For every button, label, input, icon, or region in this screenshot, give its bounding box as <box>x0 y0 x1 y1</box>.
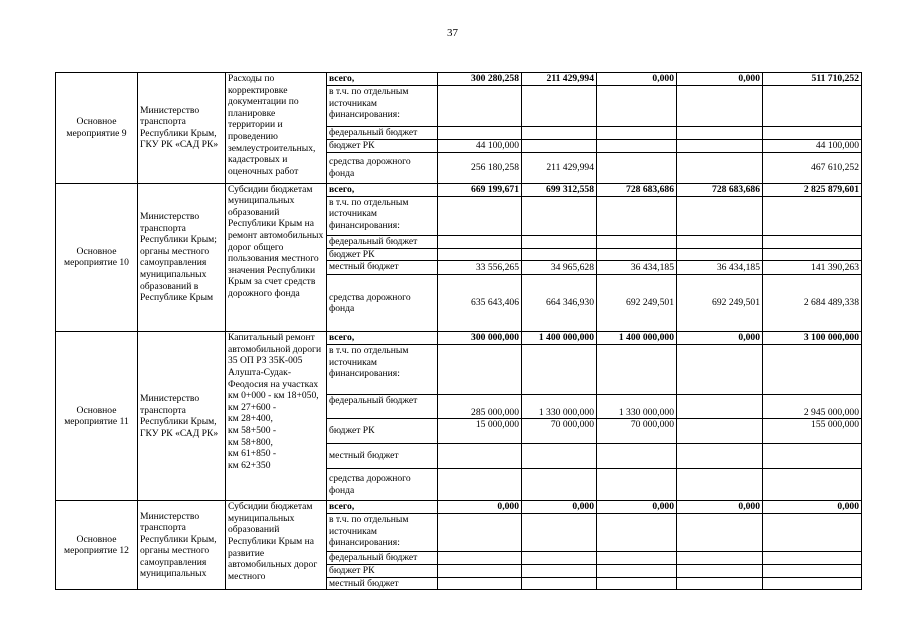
amount-cell: 34 965,628 <box>522 261 597 275</box>
amount-cell <box>438 127 522 140</box>
amount-cell: 1 330 000,000 <box>522 395 597 419</box>
amount-cell: 155 000,000 <box>763 419 862 444</box>
amount-cell: 3 100 000,000 <box>763 332 862 345</box>
amount-cell <box>677 139 763 152</box>
amount-cell: 70 000,000 <box>597 419 677 444</box>
amount-cell <box>677 565 763 578</box>
amount-cell: 300 280,258 <box>438 73 522 86</box>
amount-cell: 44 100,000 <box>438 139 522 152</box>
amount-cell: 664 346,930 <box>522 275 597 332</box>
amount-cell <box>597 577 677 590</box>
amount-cell <box>438 514 522 552</box>
amount-cell: 699 312,558 <box>522 183 597 196</box>
amount-cell: 285 000,000 <box>438 395 522 419</box>
amount-cell <box>763 577 862 590</box>
amount-cell: 1 400 000,000 <box>522 332 597 345</box>
amount-cell <box>438 444 522 469</box>
amount-cell <box>597 139 677 152</box>
amount-cell: 635 643,406 <box>438 275 522 332</box>
funding-source: в т.ч. по отдельным источникам финансирования: <box>327 345 438 395</box>
amount-cell: 669 199,671 <box>438 183 522 196</box>
funding-source: всего, <box>327 183 438 196</box>
executor: Министерство транспорта Республики Крым, ГКУ РК «САД РК» <box>138 73 226 184</box>
amount-cell: 728 683,686 <box>677 183 763 196</box>
amount-cell <box>438 248 522 261</box>
amount-cell: 511 710,252 <box>763 73 862 86</box>
funding-source: федеральный бюджет <box>327 235 438 248</box>
amount-cell <box>438 86 522 127</box>
amount-cell: 2 825 879,601 <box>763 183 862 196</box>
table-row <box>56 183 862 196</box>
amount-cell <box>677 152 763 183</box>
event-description: Капитальный ремонт автомобильной дороги 35 ОП РЗ 35К-005 Алушта-Судак-Феодосия на участках км 0+000 - км 18+050, км 27+600 - км 28+400, км 58+500 - км 58+800, км 61+850 - км 62+350 <box>226 332 327 501</box>
amount-cell: 256 180,258 <box>438 152 522 183</box>
amount-cell <box>597 235 677 248</box>
event-description: Расходы по корректировке документации по планировке территории и проведению землеустроительных, кадастровых и оценочных работ <box>226 73 327 184</box>
amount-cell: 211 429,994 <box>522 152 597 183</box>
amount-cell: 15 000,000 <box>438 419 522 444</box>
amount-cell <box>763 235 862 248</box>
event-name: Основное мероприятие 11 <box>56 332 138 501</box>
amount-cell <box>522 345 597 395</box>
event-description: Субсидии бюджетам муниципальных образований Республики Крым на ремонт автомобильных дорог общего пользования местного значения Республики Крым за счет средств дорожного фонда <box>226 183 327 332</box>
amount-cell: 1 330 000,000 <box>597 395 677 419</box>
amount-cell <box>438 235 522 248</box>
amount-cell <box>438 469 522 501</box>
page-number: 37 <box>447 27 458 39</box>
amount-cell <box>763 127 862 140</box>
amount-cell <box>677 248 763 261</box>
funding-source: федеральный бюджет <box>327 395 438 419</box>
amount-cell <box>522 235 597 248</box>
funding-source: средства дорожного фонда <box>327 152 438 183</box>
executor: Министерство транспорта Республики Крым, органы местного самоуправления муниципальных <box>138 501 226 590</box>
amount-cell <box>522 248 597 261</box>
amount-cell <box>677 444 763 469</box>
amount-cell <box>763 444 862 469</box>
amount-cell: 36 434,185 <box>677 261 763 275</box>
amount-cell <box>597 552 677 565</box>
amount-cell <box>763 565 862 578</box>
amount-cell <box>677 235 763 248</box>
amount-cell <box>522 139 597 152</box>
amount-cell <box>677 469 763 501</box>
funding-source: средства дорожного фонда <box>327 469 438 501</box>
amount-cell: 141 390,263 <box>763 261 862 275</box>
amount-cell: 0,000 <box>677 332 763 345</box>
amount-cell <box>763 469 862 501</box>
amount-cell <box>677 552 763 565</box>
amount-cell <box>597 127 677 140</box>
event-description: Субсидии бюджетам муниципальных образований Республики Крым на развитие автомобильных дорог местного <box>226 501 327 590</box>
amount-cell: 0,000 <box>597 501 677 514</box>
funding-source: федеральный бюджет <box>327 127 438 140</box>
funding-source: в т.ч. по отдельным источникам финансирования: <box>327 196 438 235</box>
amount-cell: 0,000 <box>763 501 862 514</box>
amount-cell: 2 684 489,338 <box>763 275 862 332</box>
amount-cell: 44 100,000 <box>763 139 862 152</box>
amount-cell <box>522 127 597 140</box>
funding-source: всего, <box>327 501 438 514</box>
amount-cell <box>763 86 862 127</box>
amount-cell <box>677 127 763 140</box>
amount-cell <box>597 86 677 127</box>
funding-source: местный бюджет <box>327 444 438 469</box>
funding-source: бюджет РК <box>327 248 438 261</box>
budget-table <box>55 72 862 590</box>
amount-cell: 33 556,265 <box>438 261 522 275</box>
funding-source: местный бюджет <box>327 261 438 275</box>
amount-cell: 692 249,501 <box>677 275 763 332</box>
amount-cell <box>597 514 677 552</box>
amount-cell: 692 249,501 <box>597 275 677 332</box>
event-name: Основное мероприятие 10 <box>56 183 138 332</box>
amount-cell <box>522 469 597 501</box>
funding-source: федеральный бюджет <box>327 552 438 565</box>
amount-cell <box>597 248 677 261</box>
amount-cell: 728 683,686 <box>597 183 677 196</box>
amount-cell <box>438 345 522 395</box>
amount-cell <box>763 552 862 565</box>
funding-source: всего, <box>327 332 438 345</box>
amount-cell <box>522 444 597 469</box>
amount-cell <box>597 469 677 501</box>
amount-cell: 1 400 000,000 <box>597 332 677 345</box>
event-name: Основное мероприятие 9 <box>56 73 138 184</box>
amount-cell <box>763 345 862 395</box>
amount-cell: 0,000 <box>597 73 677 86</box>
amount-cell <box>677 196 763 235</box>
amount-cell <box>522 86 597 127</box>
amount-cell <box>438 565 522 578</box>
funding-source: средства дорожного фонда <box>327 275 438 332</box>
funding-source: бюджет РК <box>327 565 438 578</box>
amount-cell <box>522 577 597 590</box>
amount-cell <box>522 565 597 578</box>
amount-cell <box>763 196 862 235</box>
amount-cell <box>522 514 597 552</box>
amount-cell <box>438 552 522 565</box>
table-row <box>56 501 862 514</box>
funding-source: бюджет РК <box>327 419 438 444</box>
amount-cell <box>763 514 862 552</box>
amount-cell: 211 429,994 <box>522 73 597 86</box>
amount-cell <box>597 152 677 183</box>
amount-cell <box>763 248 862 261</box>
event-name: Основное мероприятие 12 <box>56 501 138 590</box>
table-row <box>56 73 862 86</box>
amount-cell <box>677 345 763 395</box>
funding-source: в т.ч. по отдельным источникам финансирования: <box>327 86 438 127</box>
amount-cell <box>597 345 677 395</box>
amount-cell <box>677 86 763 127</box>
amount-cell: 0,000 <box>522 501 597 514</box>
amount-cell: 36 434,185 <box>597 261 677 275</box>
amount-cell: 467 610,252 <box>763 152 862 183</box>
amount-cell <box>677 514 763 552</box>
funding-source: в т.ч. по отдельным источникам финансирования: <box>327 514 438 552</box>
amount-cell <box>677 577 763 590</box>
amount-cell: 300 000,000 <box>438 332 522 345</box>
amount-cell <box>597 565 677 578</box>
amount-cell <box>438 196 522 235</box>
amount-cell: 70 000,000 <box>522 419 597 444</box>
executor: Министерство транспорта Республики Крым; органы местного самоуправления муниципальных образований в Республике Крым <box>138 183 226 332</box>
amount-cell <box>522 552 597 565</box>
table-row <box>56 332 862 345</box>
amount-cell <box>677 419 763 444</box>
amount-cell: 0,000 <box>677 501 763 514</box>
amount-cell <box>438 577 522 590</box>
funding-source: местный бюджет <box>327 577 438 590</box>
amount-cell: 2 945 000,000 <box>763 395 862 419</box>
amount-cell: 0,000 <box>677 73 763 86</box>
amount-cell: 0,000 <box>438 501 522 514</box>
amount-cell <box>597 196 677 235</box>
funding-source: бюджет РК <box>327 139 438 152</box>
executor: Министерство транспорта Республики Крым, ГКУ РК «САД РК» <box>138 332 226 501</box>
funding-source: всего, <box>327 73 438 86</box>
amount-cell <box>677 395 763 419</box>
amount-cell <box>522 196 597 235</box>
amount-cell <box>597 444 677 469</box>
